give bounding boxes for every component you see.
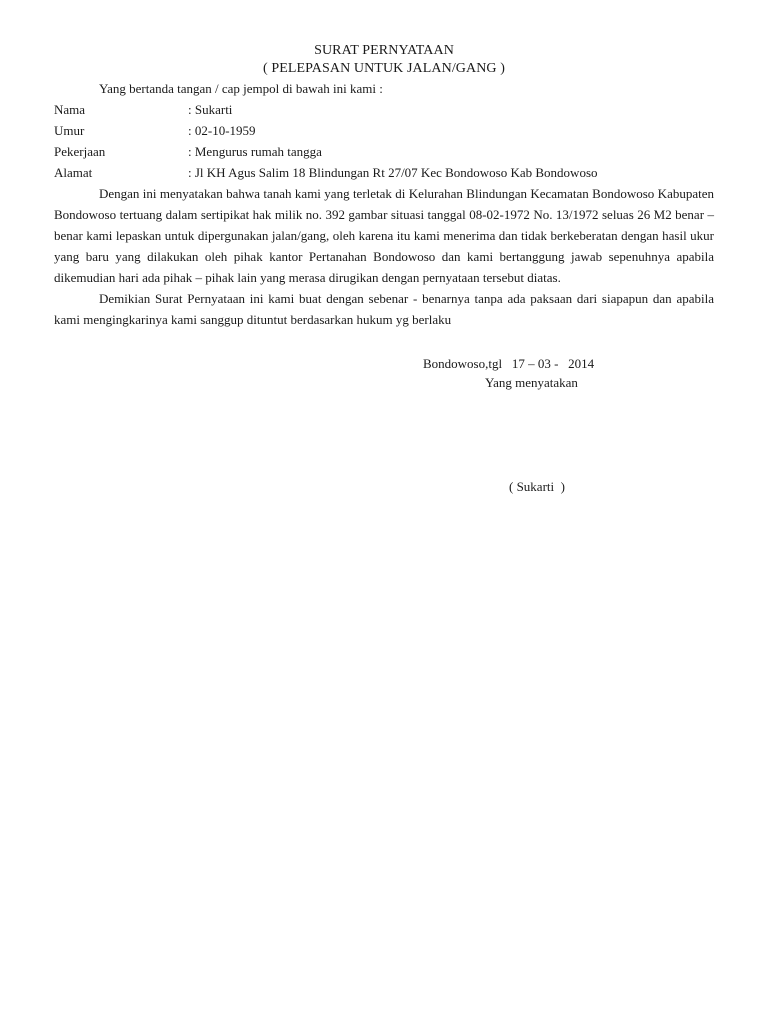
field-value-nama: : Sukarti: [188, 102, 233, 117]
closing-paragraph: Demikian Surat Pernyataan ini kami buat dengan sebenar - benarnya tanpa ada paksaan dari siapapun dan apabila kami mengingkarinya kami sanggup dituntut berdasarkan hukum yg berlaku: [54, 291, 714, 327]
signature-block: [54, 353, 714, 503]
document-subtitle: ( PELEPASAN UNTUK JALAN/GANG ): [262, 61, 506, 76]
place-date: Bondowoso,tgl 17 – 03 - 2014: [423, 356, 595, 371]
identity-fields: [54, 99, 714, 183]
intro-sentence: Yang bertanda tangan / cap jempol di bawah ini kami :: [99, 81, 383, 96]
field-row-umur: [54, 120, 714, 141]
field-label-umur: Umur: [54, 123, 85, 138]
field-label-pekerjaan: Pekerjaan: [54, 144, 106, 159]
field-value-pekerjaan: : Mengurus rumah tangga: [188, 144, 322, 159]
field-row-nama: [54, 99, 714, 120]
field-label-nama: Nama: [54, 102, 86, 117]
statement-paragraph: Dengan ini menyatakan bahwa tanah kami yang terletak di Kelurahan Blindungan Kecamatan Bondowoso Kabupaten Bondowoso tertuang dalam sertipikat hak milik no. 392 gambar situasi tanggal 08-02-1972 No. 13/1972 seluas 26 M2 benar – benar kami lepaskan untuk dipergunakan jalan/gang, oleh karena itu kami menerima dan tidak berkeberatan dengan hasil ukur yang baru yang dilakukan oleh pihak kantor Pertanahan Bondowoso dan kami bertanggung jawab sepenuhnya apabila dikemudian hari ada pihak – pihak lain yang merasa dirugikan dengan pernyataan tersebut diatas.: [54, 186, 714, 285]
field-value-umur: : 02-10-1959: [188, 123, 256, 138]
field-row-alamat: [54, 162, 714, 183]
signature-caption: Yang menyatakan: [485, 375, 578, 390]
document-title: SURAT PERNYATAAN: [314, 43, 454, 58]
field-label-alamat: Alamat: [54, 165, 93, 180]
signatory-name: ( Sukarti ): [509, 479, 565, 494]
field-value-alamat: : Jl KH Agus Salim 18 Blindungan Rt 27/07 Kec Bondowoso Kab Bondowoso: [188, 165, 598, 180]
field-row-pekerjaan: [54, 141, 714, 162]
